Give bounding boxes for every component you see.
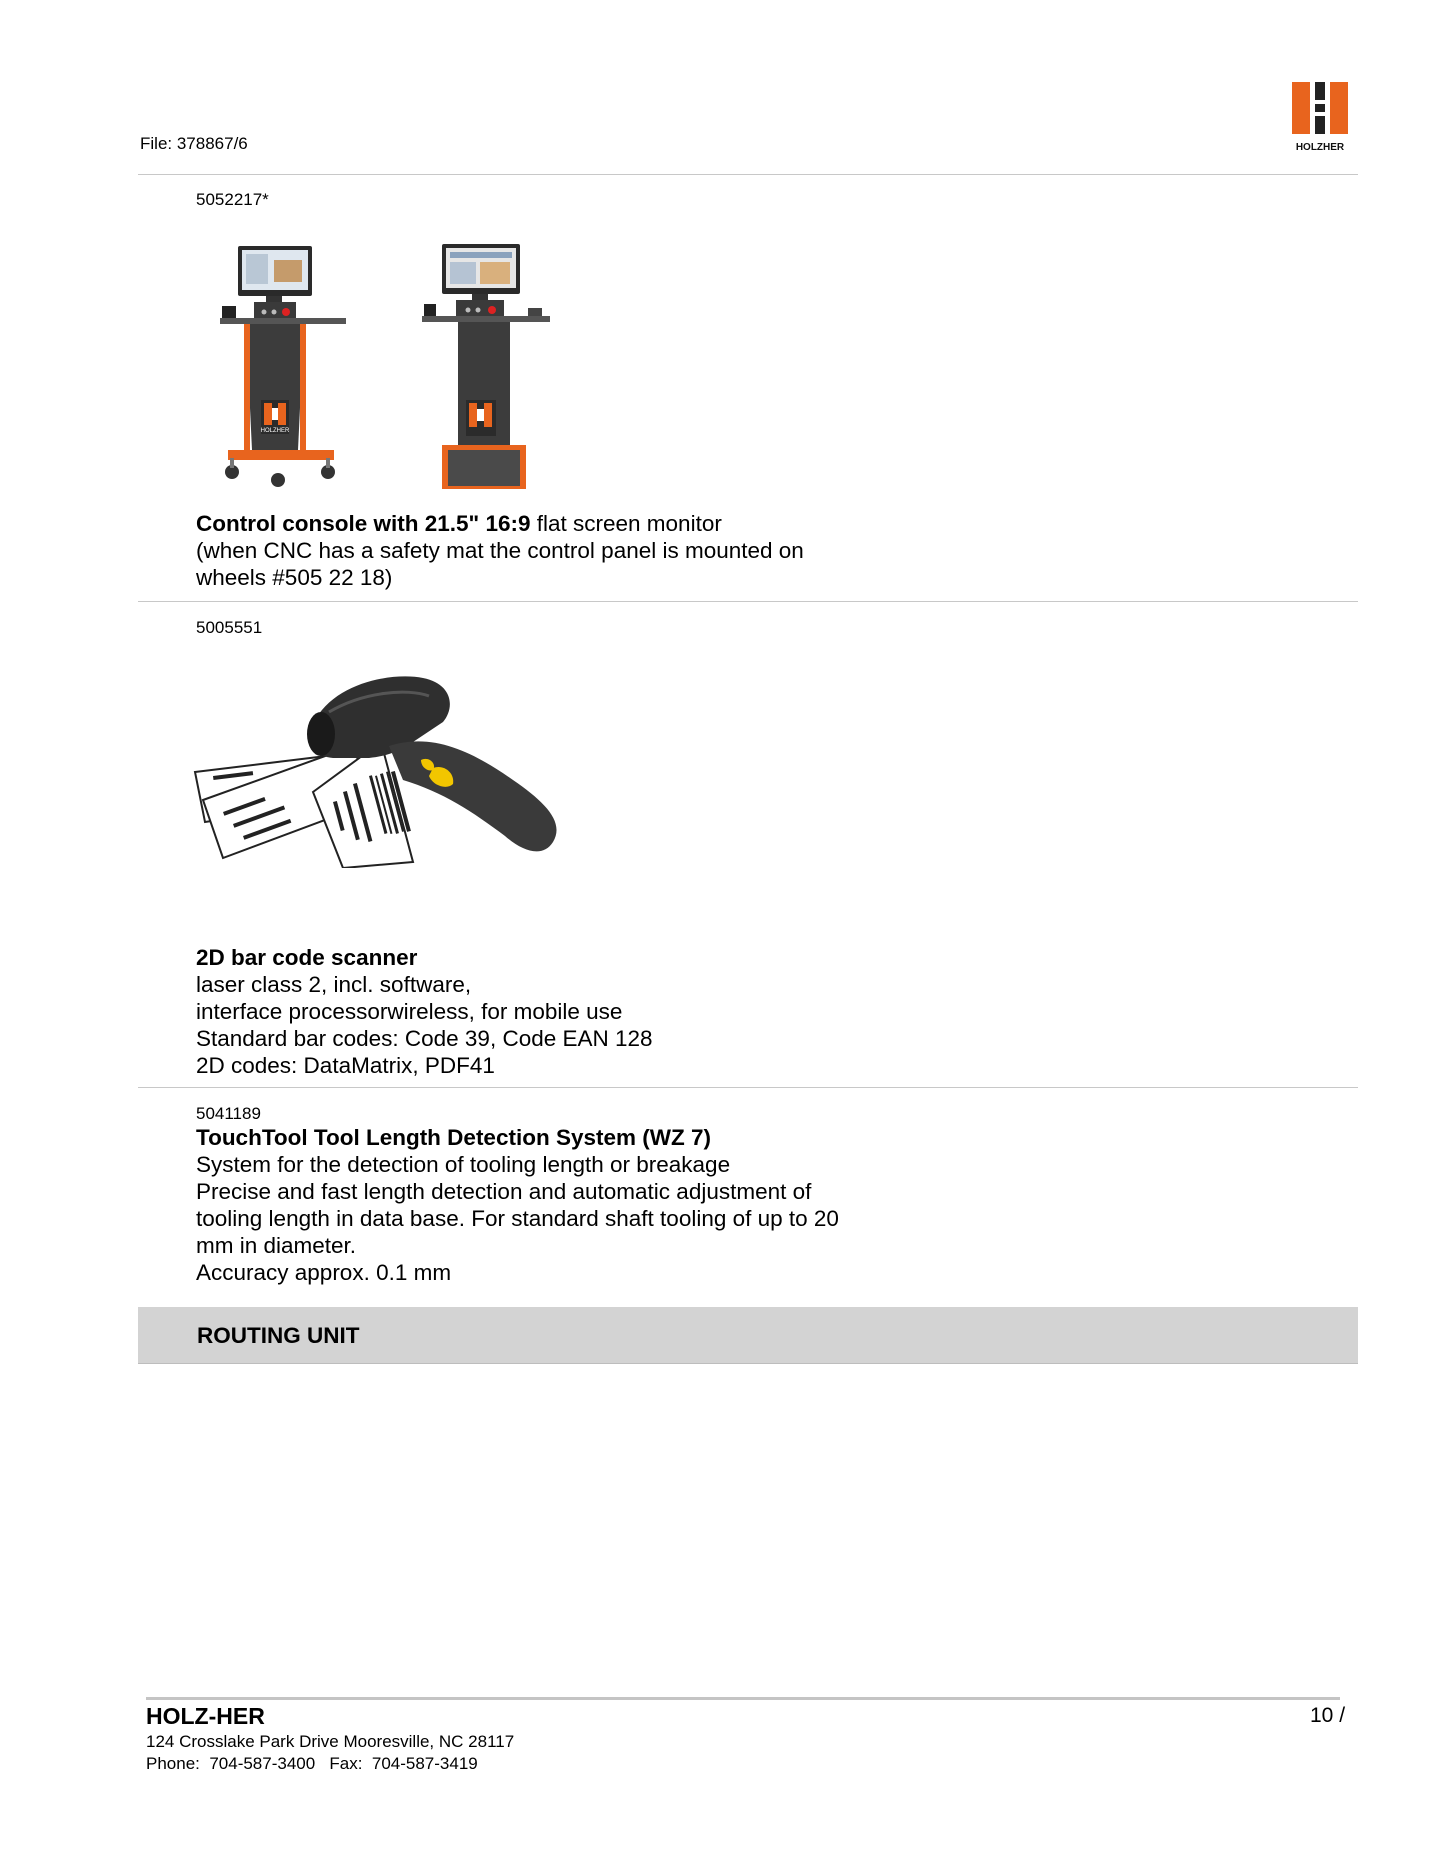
svg-text:HOLZHER: HOLZHER — [1295, 142, 1345, 153]
item-code: 5005551 — [196, 618, 263, 637]
item-line: System for the detection of tooling length or breakage — [196, 1152, 731, 1177]
item-line: laser class 2, incl. software, — [196, 972, 472, 997]
item-code: 5052217* — [196, 190, 269, 209]
barcode-scanner-image — [193, 672, 559, 868]
item-line: Precise and fast length detection and automatic adjustment of — [196, 1179, 812, 1204]
item-line: Standard bar codes: Code 39, Code EAN 128 — [196, 1026, 653, 1051]
item-line: wheels #505 22 18) — [196, 565, 393, 590]
svg-text:HOLZHER: HOLZHER — [260, 428, 290, 434]
item-line: (when CNC has a safety mat the control panel is mounted on — [196, 538, 804, 563]
item-line: interface processorwireless, for mobile use — [196, 999, 623, 1024]
footer-company: HOLZ-HER — [146, 1703, 265, 1729]
item-line: tooling length in data base. For standard shaft tooling of up to 20 — [196, 1206, 839, 1231]
header-divider — [138, 174, 1358, 175]
item-line: mm in diameter. — [196, 1233, 357, 1258]
file-label: File: 378867/6 — [140, 134, 248, 153]
footer-address: 124 Crosslake Park Drive Mooresville, NC 28117 — [146, 1732, 515, 1751]
item-description — [196, 944, 653, 1079]
item-divider — [138, 1087, 1358, 1088]
item-title: Control console with 21.5" 16:9 — [196, 511, 531, 536]
holzher-logo — [1288, 82, 1352, 154]
item-title: TouchTool Tool Length Detection System (WZ 7) — [196, 1125, 711, 1150]
item-description — [196, 1124, 839, 1286]
item-code: 5041189 — [196, 1104, 261, 1123]
section-title: ROUTING UNIT — [197, 1323, 360, 1348]
item-title-suffix: flat screen monitor — [530, 511, 722, 536]
item-divider — [138, 601, 1358, 602]
item-description — [196, 510, 804, 591]
item-title: 2D bar code scanner — [196, 945, 418, 970]
page-number: 10 / — [1310, 1704, 1346, 1727]
footer-divider — [146, 1697, 1340, 1700]
section-header — [138, 1307, 1358, 1364]
item-line: Accuracy approx. 0.1 mm — [196, 1260, 452, 1285]
item-line: 2D codes: DataMatrix, PDF41 — [196, 1053, 495, 1078]
control-console-image — [216, 240, 556, 495]
footer-phone: Phone: 704-587-3400 Fax: 704-587-3419 — [146, 1754, 478, 1773]
